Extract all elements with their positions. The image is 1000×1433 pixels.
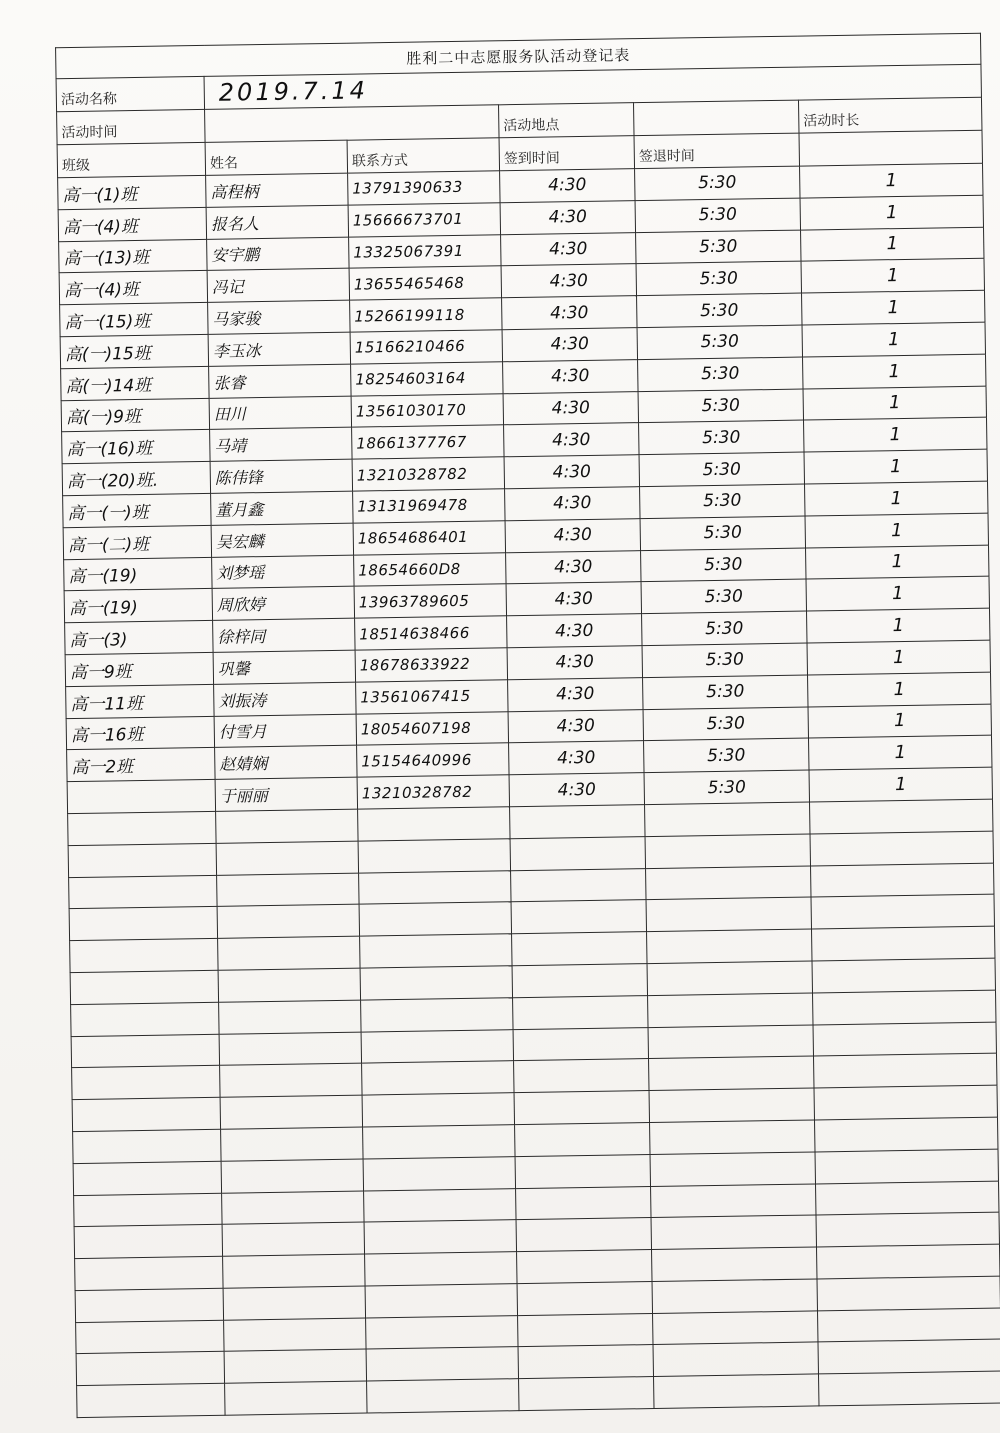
blank-cell (217, 873, 359, 907)
blank-cell (649, 1056, 814, 1090)
phone-cell: 15154640996 (357, 743, 509, 777)
blank-cell (518, 1313, 653, 1347)
blank-cell (647, 961, 812, 995)
name-cell: 付雪月 (214, 714, 356, 748)
blank-cell (517, 1281, 652, 1315)
blank-cell (511, 868, 646, 902)
blank-cell (653, 1311, 818, 1345)
phone-cell: 18661377767 (352, 425, 504, 459)
name-cell: 巩馨 (213, 650, 355, 684)
duration-cell: 1 (802, 322, 986, 357)
phone-cell: 13561030170 (351, 393, 503, 427)
sign-out-cell: 5:30 (640, 484, 805, 518)
name-cell: 田川 (209, 396, 351, 430)
blank-cell (654, 1374, 819, 1408)
blank-cell (68, 843, 216, 877)
name-cell: 高程柄 (206, 173, 348, 207)
name-cell: 张睿 (209, 364, 351, 398)
blank-cell (222, 1222, 364, 1256)
blank-cell (646, 866, 811, 900)
blank-cell (360, 934, 512, 968)
blank-cell (813, 1053, 997, 1088)
registration-table (55, 33, 1000, 1418)
sign-in-cell: 4:30 (506, 550, 641, 584)
class-cell: 高一(4)班 (59, 271, 207, 305)
sign-in-cell: 4:30 (507, 614, 642, 648)
blank-cell (75, 1288, 223, 1322)
blank-cell (219, 1000, 361, 1034)
blank-cell (70, 970, 218, 1004)
duration-cell: 1 (809, 767, 993, 802)
sign-out-cell: 5:30 (640, 516, 805, 550)
duration-cell: 1 (803, 354, 987, 389)
blank-cell (518, 1345, 653, 1379)
duration-cell: 1 (804, 418, 988, 453)
phone-cell: 13325067391 (349, 234, 501, 268)
blank-cell (361, 1029, 513, 1063)
sign-in-cell: 4:30 (509, 741, 644, 775)
blank-cell (364, 1220, 516, 1254)
duration-cell: 1 (800, 195, 984, 230)
phone-cell: 13210328782 (357, 775, 509, 809)
name-cell: 徐梓同 (213, 618, 355, 652)
sign-out-cell: 5:30 (642, 643, 807, 677)
phone-cell: 18054607198 (356, 711, 508, 745)
sign-out-cell: 5:30 (643, 675, 808, 709)
sign-out-cell: 5:30 (638, 357, 803, 391)
blank-cell (367, 1379, 519, 1413)
col-contact: 联系方式 (347, 138, 499, 173)
sign-out-cell: 5:30 (638, 389, 803, 423)
blank-cell (813, 1022, 997, 1057)
blank-cell (510, 805, 645, 839)
blank-cell (69, 875, 217, 909)
blank-cell (72, 1066, 220, 1100)
class-cell: 高一16班 (66, 716, 214, 750)
blank-cell (648, 993, 813, 1027)
class-cell: 高一9班 (65, 652, 213, 686)
duration-cell: 1 (807, 640, 991, 675)
blank-cell (513, 1027, 648, 1061)
blank-cell (817, 1276, 1000, 1311)
class-cell: 高一(16)班 (62, 430, 210, 464)
sign-out-cell: 5:30 (636, 230, 801, 264)
activity-place-label: 活动地点 (499, 103, 635, 138)
sign-out-cell: 5:30 (644, 738, 809, 772)
blank-cell (72, 1097, 220, 1131)
blank-cell (76, 1352, 224, 1386)
blank-cell (652, 1247, 817, 1281)
class-cell: 高一(一)班 (63, 493, 211, 527)
phone-cell: 13791390633 (348, 171, 500, 205)
sign-in-cell: 4:30 (503, 359, 638, 393)
activity-name-value: 2019.7.14 (204, 64, 981, 109)
sign-out-cell: 5:30 (639, 420, 804, 454)
blank-cell (514, 1059, 649, 1093)
duration-cell: 1 (804, 449, 988, 484)
blank-cell (517, 1250, 652, 1284)
sign-out-cell: 5:30 (637, 293, 802, 327)
class-cell: 高一2班 (67, 748, 215, 782)
sign-in-cell: 4:30 (502, 296, 637, 330)
blank-cell (362, 1093, 514, 1127)
sign-in-cell: 4:30 (508, 709, 643, 743)
form-title: 胜利二中志愿服务队活动登记表 (56, 33, 981, 79)
duration-cell: 1 (803, 386, 987, 421)
blank-cell (76, 1320, 224, 1354)
name-cell: 陈伟锋 (210, 459, 352, 493)
duration-cell: 1 (806, 545, 990, 580)
sign-in-cell: 4:30 (509, 773, 644, 807)
blank-cell (513, 995, 648, 1029)
blank-cell (68, 811, 216, 845)
blank-cell (812, 958, 996, 993)
sign-out-cell: 5:30 (636, 261, 801, 295)
duration-cell: 1 (808, 704, 992, 739)
blank-cell (812, 926, 996, 961)
activity-time-value (205, 105, 499, 143)
blank-cell (514, 1091, 649, 1125)
blank-cell (221, 1159, 363, 1193)
phone-cell: 15666673701 (348, 203, 500, 237)
sign-out-cell: 5:30 (641, 548, 806, 582)
sign-in-cell: 4:30 (502, 328, 637, 362)
blank-cell (816, 1212, 1000, 1247)
blank-cell (364, 1188, 516, 1222)
name-cell: 马靖 (210, 428, 352, 462)
blank-cell (363, 1125, 515, 1159)
blank-cell (510, 836, 645, 870)
blank-cell (645, 802, 810, 836)
sign-out-cell: 5:30 (641, 579, 806, 613)
class-cell: 高一(19) (64, 589, 212, 623)
blank-cell (216, 841, 358, 875)
phone-cell: 18654660D8 (354, 552, 506, 586)
sign-in-cell: 4:30 (507, 646, 642, 680)
phone-cell: 18654686401 (353, 521, 505, 555)
name-cell: 赵婧娴 (215, 745, 357, 779)
class-cell: 高一(二)班 (63, 525, 211, 559)
blank-cell (365, 1284, 517, 1318)
name-cell: 刘振涛 (214, 682, 356, 716)
class-cell: 高一(15)班 (60, 303, 208, 337)
blank-cell (519, 1377, 654, 1411)
name-cell: 董月鑫 (211, 491, 353, 525)
name-cell: 冯记 (207, 269, 349, 303)
class-cell (67, 779, 215, 813)
blank-cell (650, 1152, 815, 1186)
blank-cell (811, 894, 995, 929)
phone-cell: 13210328782 (352, 457, 504, 491)
blank-cell (216, 809, 358, 843)
blank-cell (512, 964, 647, 998)
class-cell: 高一(3) (65, 621, 213, 655)
col-name: 姓名 (205, 140, 348, 175)
blank-cell (219, 1032, 361, 1066)
sign-out-cell: 5:30 (635, 198, 800, 232)
duration-cell: 1 (802, 290, 986, 325)
class-cell: 高(一)9班 (61, 398, 209, 432)
phone-cell: 13561067415 (356, 679, 508, 713)
blank-cell (73, 1129, 221, 1163)
blank-cell (512, 932, 647, 966)
blank-cell (74, 1225, 222, 1259)
blank-cell (652, 1279, 817, 1313)
registration-form (55, 33, 1000, 1377)
duration-cell: 1 (808, 672, 992, 707)
sign-in-cell: 4:30 (504, 455, 639, 489)
blank-cell (651, 1215, 816, 1249)
blank-cell (225, 1381, 367, 1415)
sign-out-cell: 5:30 (639, 452, 804, 486)
phone-cell: 15166210466 (350, 330, 502, 364)
sign-in-cell: 4:30 (500, 169, 635, 203)
class-cell: 高(一)14班 (61, 366, 209, 400)
activity-place-value (633, 100, 798, 136)
class-cell: 高一(20)班. (62, 462, 210, 496)
activity-time-label: 活动时间 (57, 109, 206, 144)
duration-cell: 1 (801, 259, 985, 294)
sign-in-cell: 4:30 (504, 423, 639, 457)
blank-cell (360, 966, 512, 1000)
sign-out-cell: 5:30 (635, 166, 800, 200)
col-duration-blank (799, 130, 983, 166)
class-cell: 高(一)15班 (60, 334, 208, 368)
blank-cell (651, 1183, 816, 1217)
blank-rows-body (68, 799, 1000, 1418)
name-cell: 报名人 (206, 205, 348, 239)
blank-cell (70, 938, 218, 972)
col-class: 班级 (57, 142, 206, 177)
entries-body (58, 163, 993, 813)
blank-cell (220, 1063, 362, 1097)
blank-cell (649, 1088, 814, 1122)
blank-cell (222, 1191, 364, 1225)
name-cell: 安宇鹏 (207, 237, 349, 271)
blank-cell (363, 1156, 515, 1190)
blank-cell (221, 1127, 363, 1161)
blank-cell (361, 997, 513, 1031)
blank-cell (647, 929, 812, 963)
duration-cell: 1 (807, 608, 991, 643)
sign-in-cell: 4:30 (501, 264, 636, 298)
blank-cell (511, 900, 646, 934)
phone-cell: 13131969478 (353, 489, 505, 523)
blank-cell (646, 897, 811, 931)
sign-out-cell: 5:30 (644, 770, 809, 804)
blank-cell (224, 1318, 366, 1352)
blank-cell (515, 1122, 650, 1156)
blank-cell (653, 1342, 818, 1376)
blank-cell (71, 1002, 219, 1036)
blank-cell (515, 1154, 650, 1188)
activity-name-label: 活动名称 (56, 76, 205, 111)
sign-in-cell: 4:30 (501, 232, 636, 266)
name-cell: 刘梦瑶 (212, 555, 354, 589)
col-sign-out: 签退时间 (634, 133, 799, 169)
blank-cell (220, 1095, 362, 1129)
blank-cell (71, 1034, 219, 1068)
duration-cell: 1 (800, 163, 984, 198)
blank-cell (810, 831, 994, 866)
blank-cell (813, 990, 997, 1025)
sign-out-cell: 5:30 (642, 611, 807, 645)
phone-cell: 18254603164 (351, 362, 503, 396)
blank-cell (218, 936, 360, 970)
blank-cell (224, 1350, 366, 1384)
sign-in-cell: 4:30 (503, 391, 638, 425)
phone-cell: 13655465468 (349, 266, 501, 300)
class-cell: 高一(13)班 (59, 239, 207, 273)
blank-cell (75, 1256, 223, 1290)
blank-cell (358, 807, 510, 841)
duration-cell: 1 (809, 735, 993, 770)
blank-cell (359, 902, 511, 936)
blank-cell (815, 1181, 999, 1216)
sign-in-cell: 4:30 (506, 582, 641, 616)
phone-cell: 15266199118 (350, 298, 502, 332)
duration-cell: 1 (801, 227, 985, 262)
col-sign-in: 签到时间 (499, 136, 635, 171)
blank-cell (816, 1244, 1000, 1279)
name-cell: 李玉冰 (208, 332, 350, 366)
blank-cell (359, 870, 511, 904)
name-cell: 周欣婷 (212, 586, 354, 620)
blank-cell (73, 1161, 221, 1195)
blank-cell (815, 1149, 999, 1184)
blank-cell (218, 968, 360, 1002)
name-cell: 吴宏麟 (211, 523, 353, 557)
blank-cell (69, 907, 217, 941)
sign-in-cell: 4:30 (505, 518, 640, 552)
blank-cell (516, 1218, 651, 1252)
class-cell: 高一(1)班 (58, 175, 206, 209)
phone-cell: 18514638466 (355, 616, 507, 650)
class-cell: 高一11班 (66, 684, 214, 718)
sign-in-cell: 4:30 (505, 487, 640, 521)
blank-cell (217, 904, 359, 938)
blank-cell (645, 834, 810, 868)
blank-cell (365, 1252, 517, 1286)
class-cell: 高一(19) (64, 557, 212, 591)
sign-out-cell: 5:30 (637, 325, 802, 359)
blank-cell (516, 1186, 651, 1220)
blank-cell (223, 1286, 365, 1320)
blank-cell (358, 838, 510, 872)
duration-cell: 1 (806, 577, 990, 612)
duration-cell: 1 (805, 513, 989, 548)
blank-cell (818, 1340, 1000, 1375)
blank-cell (648, 1024, 813, 1058)
blank-cell (366, 1347, 518, 1381)
blank-cell (810, 799, 994, 834)
blank-cell (223, 1254, 365, 1288)
blank-cell (650, 1120, 815, 1154)
sign-in-cell: 4:30 (508, 677, 643, 711)
blank-cell (74, 1193, 222, 1227)
duration-label: 活动时长 (798, 97, 982, 133)
blank-cell (362, 1061, 514, 1095)
blank-cell (817, 1308, 1000, 1343)
blank-cell (814, 1117, 998, 1152)
name-cell: 马家骏 (208, 300, 350, 334)
phone-cell: 18678633922 (355, 648, 507, 682)
blank-cell (818, 1371, 1000, 1406)
phone-cell: 13963789605 (354, 584, 506, 618)
blank-cell (811, 863, 995, 898)
duration-cell: 1 (805, 481, 989, 516)
class-cell: 高一(4)班 (58, 207, 206, 241)
sign-in-cell: 4:30 (500, 200, 635, 234)
sign-out-cell: 5:30 (643, 707, 808, 741)
blank-cell (814, 1085, 998, 1120)
blank-cell (77, 1384, 225, 1418)
blank-cell (366, 1315, 518, 1349)
name-cell: 于丽丽 (215, 777, 357, 811)
